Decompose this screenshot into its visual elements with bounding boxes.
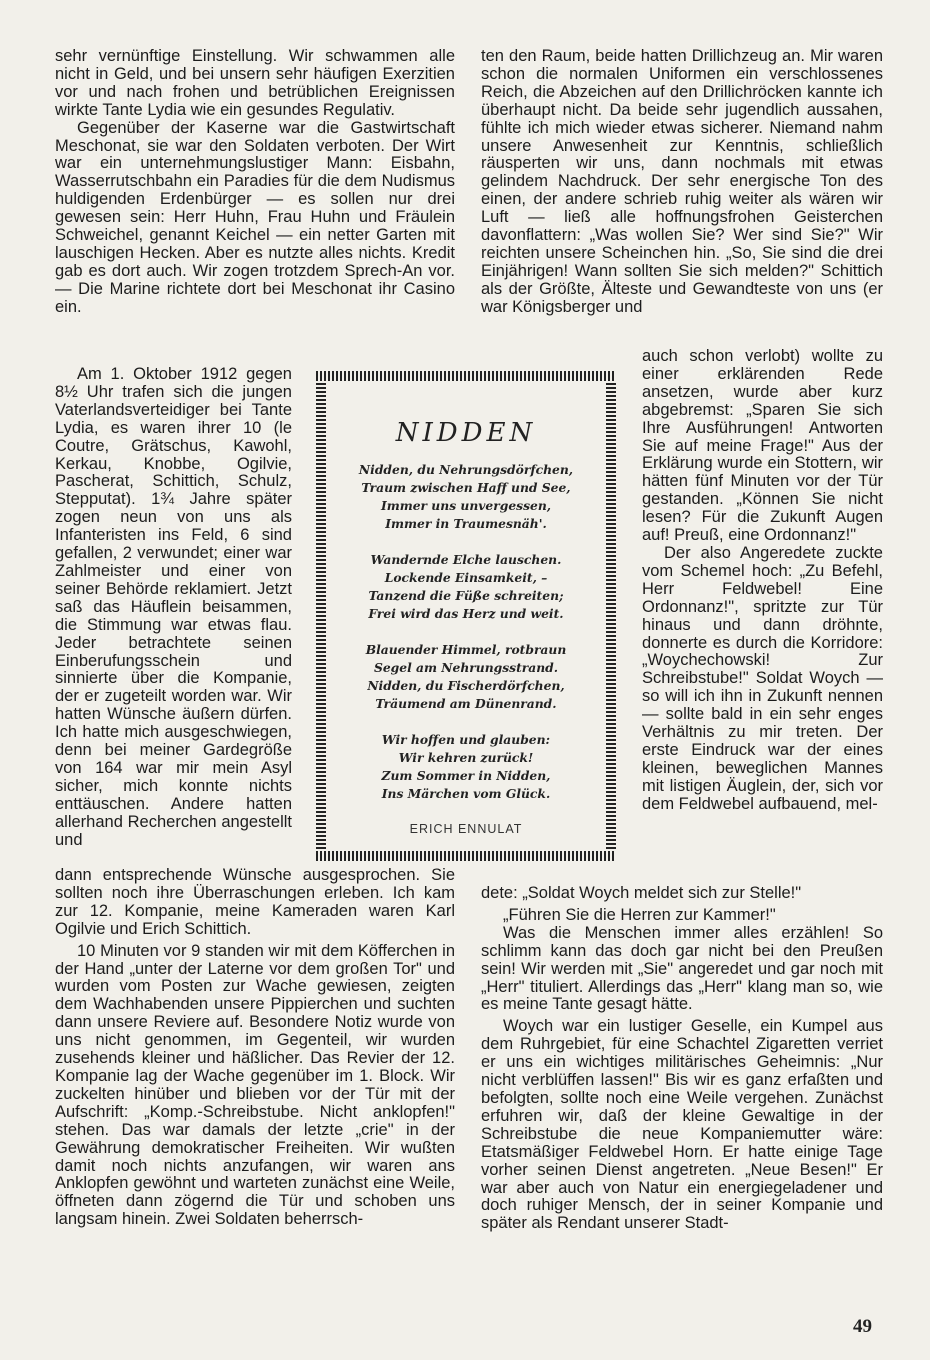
poem-line: Tanzend die Füße schreiten; [368, 587, 564, 603]
poem-line: Nidden, du Nehrungsdörfchen, [358, 461, 574, 477]
left-column-narrow [55, 366, 292, 849]
poem-stanza [326, 731, 606, 803]
paragraph: dete: „Soldat Woych meldet sich zur Stelle!" [481, 884, 802, 902]
poem-line: Frei wird das Herz und weit. [368, 605, 564, 621]
poem-stanza [326, 641, 606, 713]
right-column-top [481, 48, 883, 317]
paragraph: 10 Minuten vor 9 standen wir mit dem Köfferchen in der Hand „unter der Laterne vor dem großen Tor" und wurden vom Posten zur Wache gewiesen, zeigten dem Wachhabenden unsere Pippierchen und suchten dann unsere Reviere auf. Besondere Notiz wurde von uns nicht genommen, im Gegenteil, wir wurden zusehends kleiner und häßlicher. Das Revier der 12. Kompanie lag der Wache gegenüber im 1. Block. Wir zuckelten hinüber und blieben vor der Tür mit der Aufschrift: „Komp.-Schreibstube. Nicht anklopfen!" stehen. Das war damals der letzte „crie" in der Gewährung demokratischer Freiheiten. Wir wußten damit noch nichts anzufangen, wir waren ans Anklopfen gewöhnt und warteten zunächst eine Weile, öffneten dann zögernd die Tür und schoben uns langsam hinein. Zwei Soldaten beherrsch- [55, 941, 455, 1229]
poem-line: Ins Märchen vom Glück. [381, 785, 551, 801]
right-column-narrow [642, 348, 883, 814]
page-number: 49 [853, 1316, 872, 1337]
paragraph: „Führen Sie die Herren zur Kammer!" [503, 905, 776, 924]
poem-line: Träumend am Dünenrand. [375, 695, 557, 711]
poem-box [316, 371, 616, 861]
poem-line: Wir hoffen und glauben: [381, 731, 551, 747]
poem-line: Wandernde Elche lauschen. [370, 551, 562, 567]
poem-line: Traum zwischen Haff und See, [361, 479, 571, 495]
poem-line: Immer in Traumesnäh'. [385, 515, 547, 531]
paragraph: Was die Menschen immer alles erzählen! So schlimm kann das doch gar nicht bei den Preußen sein! Wir werden mit „Sie" angeredet und gar noch mit „Herr" tituliert. Allerdings das „Herr" klang man so, wie es meine Tante gesagt hätte. [481, 923, 883, 1014]
left-column-top [55, 48, 455, 317]
poem-line: Wir kehren zurück! [398, 749, 534, 765]
paragraph: sehr vernünftige Einstellung. Wir schwammen alle nicht in Geld, und bei unsern sehr häufigen Exerzitien vor und nach frohen und betrüblichen Ereignissen wirkte Tante Lydia wie ein gesundes Regulativ. [55, 47, 455, 119]
poem-line: Segel am Nehrungsstrand. [373, 659, 559, 675]
paragraph: Woych war ein lustiger Geselle, ein Kumpel aus dem Ruhrgebiet, für eine Schachtel Zigaretten verriet er uns ein wichtiges militärisches Geheimnis: „Nur nicht verblüffen lassen!" Bis wir es ganz erfaßten und befolgten, sollte noch eine Weile vergehen. Zunächst erfuhren wir, daß der kleine Gewaltige in der Schreibstube die neue Kompaniemutter wäre: Etatsmäßiger Feldwebel Horn. Er hatte einige Tage vorher seinen Dienst angetreten. „Neue Besen!" Er war aber auch von Natur ein energiegeladener und doch ruhiger Mensch, der in seiner Kompanie und später als Rendant unserer Stadt- [481, 1017, 883, 1233]
poem-line: Zum Sommer in Nidden, [381, 767, 551, 783]
poem-content [326, 381, 606, 851]
left-column-wide [55, 867, 455, 1229]
paragraph: Der also Angeredete zuckte vom Schemel hoch: „Zu Befehl, Herr Feldwebel! Eine Ordonnanz!", spritzte zur Tür hinaus und dann dröhnte, donnerte es durch die Korridore: „Woychechowski! Zur Schreibstube!" Soldat Woych — so will ich ihn in Zukunft nennen — sollte bald in ein sehr enges Verhältnis zu mir treten. Der erste Eindruck war der eines kleinen, beweglichen Mannes mit listigen Äuglein, der, sich vor dem Feldwebel aufbauend, mel- [642, 543, 883, 813]
paragraph: auch schon verlobt) wollte zu einer erklärenden Rede ansetzen, wurde aber kurz abgebremst: „Sparen Sie sich Ihre Ausführungen! Antworten Sie auf meine Frage!" Aus der Erklärung wurde ein Stottern, wir hätten fünf Minuten vor der Tür gestanden. „Können Sie nicht lesen? Für die Zukunft Augen auf! Preuß, eine Ordonnanz!" [642, 347, 883, 545]
poem-stanza [326, 551, 606, 623]
poem-line: Lockende Einsamkeit, – [384, 569, 548, 585]
right-column-bottom [481, 885, 883, 1233]
paragraph: dann entsprechende Wünsche ausgesprochen. Sie sollten noch ihre Überraschungen erleben. Ich kam zur 12. Kompanie, meine Kameraden waren Karl Ogilvie und Erich Schittich. [55, 866, 455, 938]
poem-line: Blauender Himmel, rotbraun [365, 641, 567, 657]
poem-stanza [326, 461, 606, 533]
paragraph: Am 1. Oktober 1912 gegen 8½ Uhr trafen sich die jungen Vaterlandsverteidiger bei Tante Lydia, es waren ihrer 10 (le Coutre, Grätschus, Kawohl, Kerkau, Knobbe, Ogilvie, Pascherat, Schittich, Schulz, Stepputat). 1¾ Jahre später zogen neun von uns als Infanteristen ins Feld, 6 sind gefallen, 2 verwundet; einer war Zahlmeister und einer von seiner Behörde reklamiert. Jetzt saß das Häuflein beisammen, die Stimmung war etwas flau. Jeder betrachtete seinen Einberufungsschein und sinnierte über die Kompanie, der er zugeteilt worden war. Wir hatten Wünsche äußern dürfen. Ich hatte mich ausgeschwiegen, denn bei meiner Gardegröße von 164 war mir mein Asyl sicher, mich konnte nichts enttäuschen. Andere hatten allerhand Recherchen angestellt und [55, 365, 292, 849]
poem-line: Nidden, du Fischerdörfchen, [367, 677, 565, 693]
poem-line: Immer uns unvergessen, [380, 497, 552, 513]
paragraph: ten den Raum, beide hatten Drillichzeug an. Mir waren schon die normalen Uniformen ein verschlossenes Reich, die Abzeichen auf den Drillichröcken kannte ich überhaupt nicht. Da beide sehr jugendlich aussahen, fühlte ich mich wieder etwas sicherer. Niemand nahm unsere Anwesenheit zur Kenntnis, schließlich räusperten wir uns, dann nochmals mit etwas gelindem Nachdruck. Der sehr energische Ton des einen, der andere schrieb ruhig weiter als wären wir Luft — ließ alle hoffnungsfrohen Geisterchen davonflattern: „Was wollen Sie? Wer sind Sie?" Wir reichten unsere Scheinchen hin. „So, Sie sind die drei Einjährigen! Wann sollten Sie sich melden?" Schittich als der Größte, Älteste und Gewandteste von uns (er war Königsberger und [481, 47, 883, 316]
paragraph: Gegenüber der Kaserne war die Gastwirtschaft Meschonat, sie war den Soldaten verboten. Der Wirt war ein unternehmungslustiger Mann: Eisbahn, Wasserrutschbahn ein Paradies für die dem Nudismus huldigenden Erdenbürger — es sollen nur drei gewesen sein: Herr Huhn, Frau Huhn und Fräulein Schweichel, genannt Keichel — ein netter Garten mit lauschigen Hecken. Aber es nutzte alles nichts. Kredit gab es dort auch. Wir zogen trotzdem Sprech-An vor. — Die Marine richtete dort bei Meschonat ihr Casino ein. [55, 118, 455, 316]
poem-title: NIDDEN [395, 418, 537, 448]
poem-author: ERICH ENNULAT [409, 821, 523, 836]
